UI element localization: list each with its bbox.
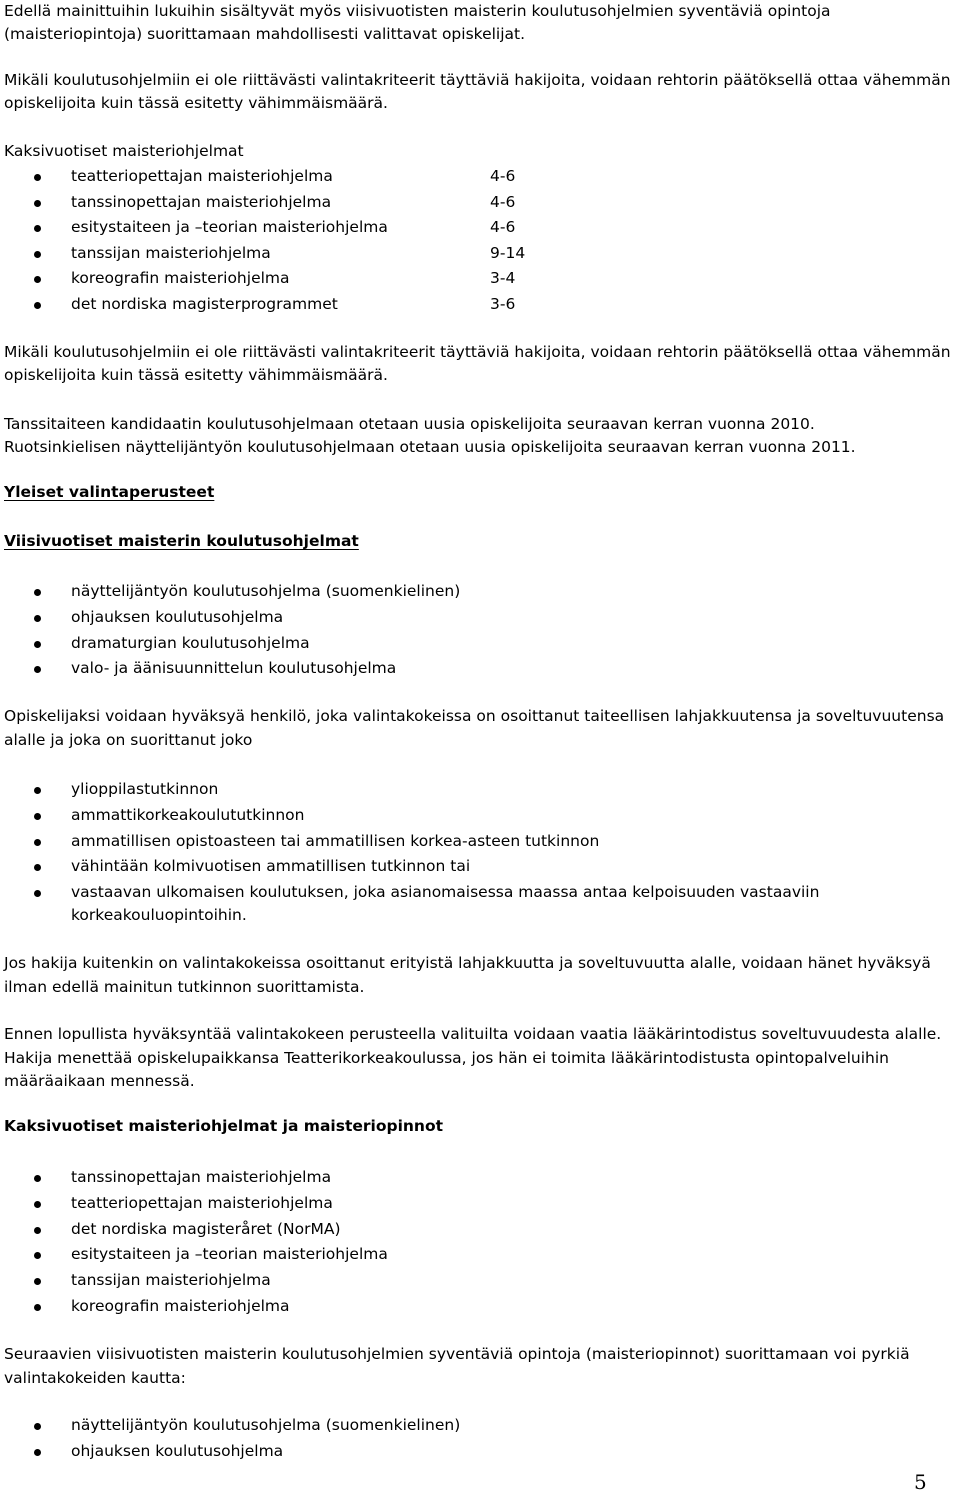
list-item (0, 854, 960, 880)
degree-name: ammatillisen opistoasteen tai ammatillisen korkea-asteen tutkinnon (71, 831, 600, 850)
student-quota: 3-6 (490, 294, 516, 313)
program-name: teatteriopettajan maisteriohjelma (71, 1193, 333, 1212)
bullet-icon (34, 666, 41, 673)
degree-name: vastaavan ulkomaisen koulutuksen, joka asianomaisessa maassa antaa kelpoisuuden vastaaviin korkeakouluopintoihin. (71, 883, 820, 925)
next-intake-line-1: Tanssitaiteen kandidaatin koulutusohjelmaan otetaan uusia opiskelijoita seuraavan kerran vuonna 2010. (4, 415, 815, 433)
student-quota: 4-6 (490, 167, 516, 185)
five-year-programs-heading: Viisivuotiset maisterin koulutusohjelmat (4, 532, 359, 550)
program-name: ohjauksen koulutusohjelma (71, 1441, 284, 1460)
bullet-icon (34, 787, 41, 794)
list-item (0, 164, 960, 190)
list-item (0, 656, 960, 682)
next-intake-line-2: Ruotsinkielisen näyttelijäntyön koulutusohjelmaan otetaan uusia opiskelijoita seuraavan kerran vuonna 2011. (4, 438, 856, 456)
list-item (0, 880, 960, 927)
minimum-note-paragraph: Mikäli koulutusohjelmiin ei ole riittävästi valintakriteerit täyttäviä hakijoita, voidaan rehtorin päätöksellä ottaa vähemmän opiskelijoita kuin tässä esitetty vähimmäismäärä. (4, 343, 951, 384)
masters-programs-heading: Kaksivuotiset maisteriohjelmat ja maisteriopinnot (4, 1117, 444, 1135)
list-item (0, 631, 960, 657)
program-name: näyttelijäntyön koulutusohjelma (suomenkielinen) (71, 582, 461, 600)
bullet-icon (34, 1175, 41, 1182)
bullet-icon (34, 1227, 41, 1234)
medical-certificate-paragraph: Ennen lopullista hyväksyntää valintakokeen perusteella valituilta voidaan vaatia lääkärintodistus soveltuvuudesta alalle. Hakija menettää opiskelupaikkansa Teatterikorkeakoulussa, jos hän ei toimita lääkärintodistusta opintopalveluihin määräaikaan mennessä. (4, 1025, 942, 1090)
bullet-icon (34, 174, 41, 181)
exception-paragraph: Jos hakija kuitenkin on valintakokeissa osoittanut erityistä lahjakkuutta ja soveltuvuutta alalle, voidaan hänet hyväksyä ilman edellä mainitun tutkinnon suorittamista. (4, 954, 931, 996)
list-item (0, 1191, 960, 1217)
bullet-icon (34, 813, 41, 820)
two-year-programs-list (0, 164, 960, 317)
page-number: 5 (914, 1470, 927, 1494)
student-quota: 4-6 (490, 192, 516, 211)
advanced-programs-list (0, 1413, 960, 1465)
two-year-programs-title: Kaksivuotiset maisteriohjelmat (4, 142, 244, 160)
program-name: valo- ja äänisuunnittelun koulutusohjelma (71, 659, 397, 678)
general-criteria-heading: Yleiset valintaperusteet (4, 483, 215, 501)
program-name: koreografin maisteriohjelma (71, 1296, 290, 1315)
list-item (0, 1242, 960, 1268)
list-item (0, 605, 960, 631)
advanced-studies-paragraph: Seuraavien viisivuotisten maisterin koulutusohjelmien syventäviä opintoja (maisteriopinnot) suorittamaan voi pyrkiä valintakokeiden kautta: (4, 1345, 910, 1387)
program-name: esitystaiteen ja –teorian maisteriohjelma (71, 1245, 388, 1264)
list-item (0, 777, 960, 803)
program-name: näyttelijäntyön koulutusohjelma (suomenkielinen) (71, 1416, 461, 1434)
bullet-icon (34, 1449, 41, 1456)
bullet-icon (34, 1423, 41, 1430)
program-name: koreografin maisteriohjelma (71, 269, 290, 287)
list-item (0, 579, 960, 605)
intro-paragraph-2: Mikäli koulutusohjelmiin ei ole riittävästi valintakriteerit täyttäviä hakijoita, voidaan rehtorin päätöksellä ottaa vähemmän opiskelijoita kuin tässä esitetty vähimmäismäärä. (4, 71, 951, 112)
list-item (0, 292, 960, 318)
program-name: esitystaiteen ja –teorian maisteriohjelma (71, 218, 388, 236)
list-item (0, 1294, 960, 1320)
program-name: tanssijan maisteriohjelma (71, 1271, 271, 1290)
bullet-icon (34, 302, 41, 309)
degree-name: vähintään kolmivuotisen ammatillisen tutkinnon tai (71, 857, 471, 876)
bullet-icon (34, 1278, 41, 1285)
masters-programs-list (0, 1165, 960, 1320)
bullet-icon (34, 251, 41, 258)
list-item (0, 829, 960, 855)
bullet-icon (34, 1252, 41, 1259)
list-item (0, 1413, 960, 1439)
required-degrees-list (0, 777, 960, 927)
bullet-icon (34, 276, 41, 283)
list-item (0, 266, 960, 292)
bullet-icon (34, 1304, 41, 1311)
degree-name: ylioppilastutkinnon (71, 780, 219, 798)
bullet-icon (34, 890, 41, 897)
program-name: det nordiska magisteråret (NorMA) (71, 1219, 341, 1238)
five-year-programs-list (0, 579, 960, 682)
list-item (0, 241, 960, 267)
eligibility-paragraph: Opiskelijaksi voidaan hyväksyä henkilö, joka valintakokeissa on osoittanut taiteellisen lahjakkuutensa ja soveltuvuutensa alalle ja joka on suorittanut joko (4, 707, 945, 749)
bullet-icon (34, 225, 41, 232)
program-name: teatteriopettajan maisteriohjelma (71, 167, 333, 185)
bullet-icon (34, 864, 41, 871)
bullet-icon (34, 839, 41, 846)
bullet-icon (34, 1201, 41, 1208)
program-name: det nordiska magisterprogrammet (71, 294, 338, 313)
intro-paragraph-1: Edellä mainittuihin lukuihin sisältyvät myös viisivuotisten maisterin koulutusohjelmien syventäviä opintoja (maisteriopintoja) suorittamaan mahdollisesti valittavat opiskelijat. (4, 2, 831, 43)
program-name: dramaturgian koulutusohjelma (71, 633, 310, 652)
bullet-icon (34, 589, 41, 596)
program-name: tanssinopettajan maisteriohjelma (71, 192, 332, 211)
bullet-icon (34, 641, 41, 648)
list-item (0, 803, 960, 829)
degree-name: ammattikorkeakoulututkinnon (71, 805, 305, 824)
bullet-icon (34, 615, 41, 622)
student-quota: 9-14 (490, 243, 526, 262)
list-item (0, 1268, 960, 1294)
program-name: ohjauksen koulutusohjelma (71, 607, 284, 626)
list-item (0, 190, 960, 216)
program-name: tanssinopettajan maisteriohjelma (71, 1168, 332, 1186)
list-item (0, 1165, 960, 1191)
student-quota: 3-4 (490, 269, 516, 287)
list-item (0, 215, 960, 241)
program-name: tanssijan maisteriohjelma (71, 243, 271, 262)
bullet-icon (34, 200, 41, 207)
list-item (0, 1439, 960, 1465)
student-quota: 4-6 (490, 218, 516, 236)
list-item (0, 1217, 960, 1243)
